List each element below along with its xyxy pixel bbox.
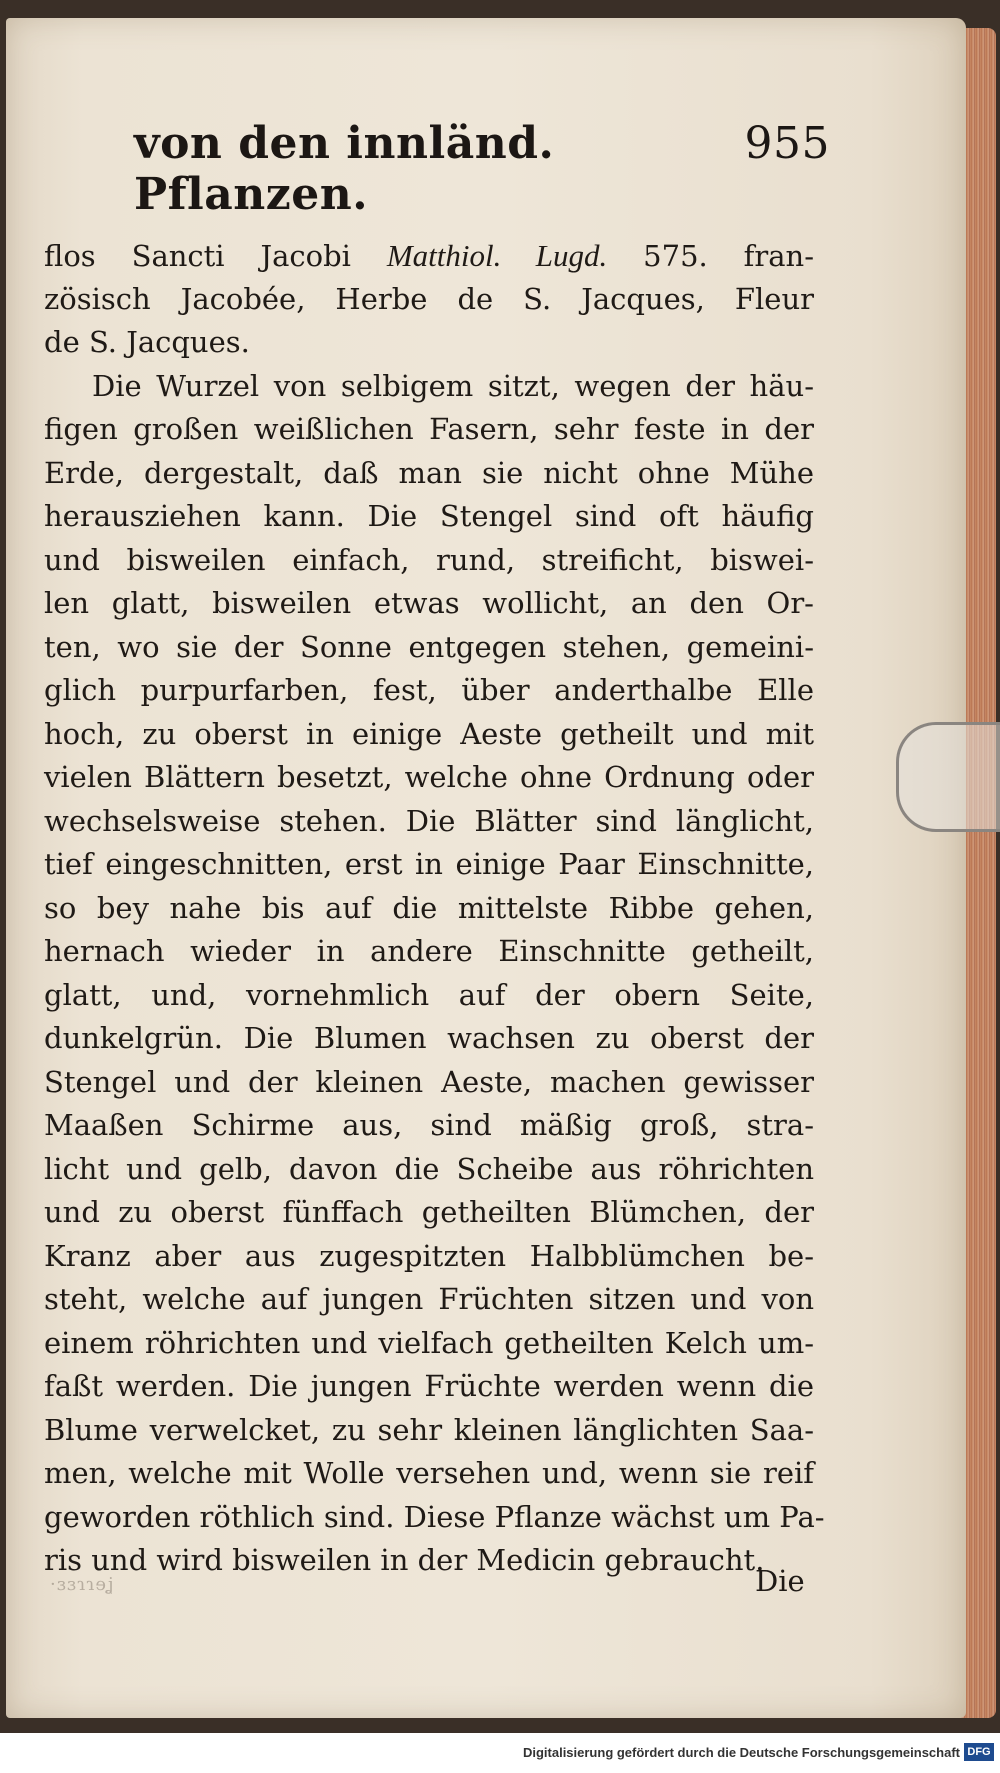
text-line: so bey nahe bis auf die mittelste Ribbe gehen, bbox=[44, 890, 814, 925]
text-line: ris und wird bisweilen in der Medicin gebraucht. bbox=[44, 1543, 765, 1577]
digitization-credit: Digitalisierung gefördert durch die Deutsche Forschungsgemeinschaft bbox=[522, 1745, 960, 1760]
text-line: glich purpurfarben, fest, über anderthalbe Elle bbox=[44, 673, 814, 707]
text-line bbox=[44, 234, 814, 278]
text-line: herausziehen kann. Die Stengel sind oft häufig bbox=[44, 499, 814, 533]
text-line: glatt, und, vornehmlich auf der obern Seite, bbox=[44, 977, 814, 1012]
running-head bbox=[134, 118, 830, 220]
footer bbox=[0, 1733, 1000, 1773]
text-line: tief eingeschnitten, erst in einige Paar Einschnitte, bbox=[44, 847, 814, 881]
text-line: Erde, dergestalt, daß man sie nicht ohne Mühe bbox=[44, 455, 814, 490]
line-segment: flos Sancti Jacobi bbox=[44, 239, 387, 273]
text-line: zösisch Jacobée, Herbe de S. Jacques, Fleur bbox=[44, 281, 814, 316]
running-head-title: von den innländ. Pflanzen. bbox=[134, 118, 555, 220]
catchword: Die bbox=[755, 1564, 805, 1598]
text-line: Stengel und der kleinen Aeste, machen gewisser bbox=[44, 1064, 814, 1099]
body-text bbox=[44, 234, 825, 1583]
ink-bleed-through: ·ɜɜɿɿɘʝ bbox=[50, 1574, 115, 1595]
text-line: ten, wo sie der Sonne entgegen stehen, gemeini- bbox=[44, 629, 814, 664]
citation-italic: Matthiol. Lugd. bbox=[386, 238, 608, 273]
text-line: men, welche mit Wolle versehen und, wenn sie reif bbox=[44, 1456, 814, 1490]
text-line: dunkelgrün. Die Blumen wachsen zu oberst der bbox=[44, 1021, 814, 1055]
text-line: licht und gelb, davon die Scheibe aus röhrichten bbox=[44, 1151, 814, 1186]
text-line: faßt werden. Die jungen Früchte werden wenn die bbox=[44, 1369, 814, 1403]
text-line: Kranz aber aus zugespitzten Halbblümchen be- bbox=[44, 1238, 814, 1273]
text-line: de S. Jacques. bbox=[44, 325, 250, 359]
text-line: figen großen weißlichen Fasern, sehr feste in der bbox=[44, 412, 814, 446]
page-text-block bbox=[44, 118, 830, 1583]
text-line: steht, welche auf jungen Früchten sitzen und von bbox=[44, 1282, 814, 1316]
page-number: 955 bbox=[744, 118, 830, 169]
text-line: und zu oberst fünffach getheilten Blümchen, der bbox=[44, 1195, 814, 1229]
text-line: und bisweilen einfach, rund, streificht, biswei- bbox=[44, 542, 814, 577]
text-line: vielen Blättern besetzt, welche ohne Ordnung oder bbox=[44, 760, 814, 794]
text-line: Die Wurzel von selbigem sitzt, wegen der häu- bbox=[92, 368, 814, 403]
text-line: geworden röthlich sind. Diese Pflanze wächst um Pa- bbox=[44, 1499, 825, 1534]
text-line: len glatt, bisweilen etwas wollicht, an den Or- bbox=[44, 586, 814, 620]
text-line: hernach wieder in andere Einschnitte getheilt, bbox=[44, 934, 814, 968]
text-line: hoch, zu oberst in einige Aeste getheilt und mit bbox=[44, 716, 814, 751]
dfg-logo: DFG bbox=[964, 1743, 994, 1761]
text-line: Maaßen Schirme aus, sind mäßig groß, stra- bbox=[44, 1108, 814, 1142]
text-line: wechselsweise stehen. Die Blätter sind länglicht, bbox=[44, 803, 814, 838]
bookmark-tab bbox=[896, 722, 1000, 832]
line-segment: 575. fran- bbox=[607, 239, 814, 273]
text-line: Blume verwelcket, zu sehr kleinen länglichten Saa- bbox=[44, 1412, 814, 1447]
text-line: einem röhrichten und vielfach getheilten Kelch um- bbox=[44, 1325, 814, 1360]
